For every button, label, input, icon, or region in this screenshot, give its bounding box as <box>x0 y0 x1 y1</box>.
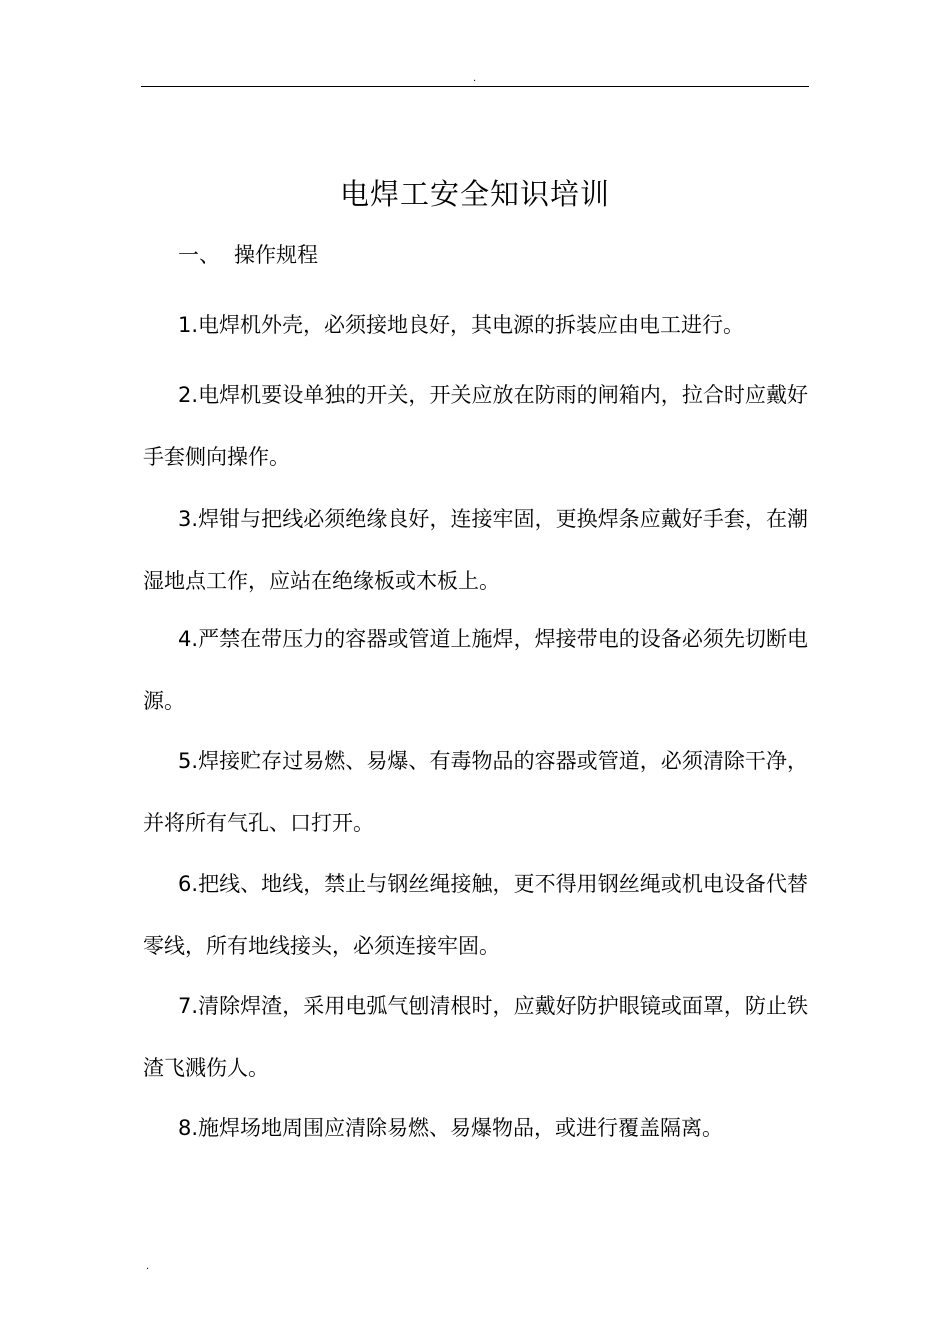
rule-number: 5. <box>178 749 199 773</box>
header-rule <box>141 86 809 87</box>
section-title: 操作规程 <box>234 243 318 267</box>
footer-mark: . <box>146 1261 150 1272</box>
rule-text: 电焊机要设单独的开关，开关应放在防雨的闸箱内，拉合时应戴好手套侧向操作。 <box>143 383 808 469</box>
rule-item-6 <box>143 853 808 977</box>
rule-number: 4. <box>178 627 199 651</box>
rule-text: 施焊场地周围应清除易燃、易爆物品，或进行覆盖隔离。 <box>198 1116 724 1140</box>
rule-number: 2. <box>178 383 199 407</box>
document-title: 电焊工安全知识培训 <box>339 177 610 212</box>
rule-item-7 <box>143 975 808 1099</box>
rule-item-4 <box>143 608 808 732</box>
rule-item-3 <box>143 488 808 612</box>
rule-text: 焊接贮存过易燃、易爆、有毒物品的容器或管道，必须清除干净，并将所有气孔、口打开。 <box>143 749 808 835</box>
rule-item-8 <box>143 1097 808 1159</box>
rule-number: 3. <box>178 507 199 531</box>
section-number: 一、 <box>178 243 220 267</box>
rule-text: 严禁在带压力的容器或管道上施焊，焊接带电的设备必须先切断电源。 <box>143 627 808 713</box>
rule-item-5 <box>143 730 808 854</box>
rule-number: 8. <box>178 1116 199 1140</box>
rule-number: 7. <box>178 994 199 1018</box>
rule-number: 6. <box>178 872 199 896</box>
rule-text: 清除焊渣，采用电弧气刨清根时，应戴好防护眼镜或面罩，防止铁渣飞溅伤人。 <box>143 994 808 1080</box>
section-heading <box>178 238 318 272</box>
rule-text: 把线、地线，禁止与钢丝绳接触，更不得用钢丝绳或机电设备代替零线，所有地线接头，必须连接牢固。 <box>143 872 808 958</box>
rule-text: 电焊机外壳，必须接地良好，其电源的拆装应由电工进行。 <box>198 313 745 337</box>
rule-text: 焊钳与把线必须绝缘良好，连接牢固，更换焊条应戴好手套，在潮湿地点工作，应站在绝缘板或木板上。 <box>143 507 808 593</box>
header-mark: . <box>473 73 477 84</box>
rule-item-1 <box>143 294 808 356</box>
rule-number: 1. <box>178 313 199 337</box>
rule-item-2 <box>143 364 808 488</box>
